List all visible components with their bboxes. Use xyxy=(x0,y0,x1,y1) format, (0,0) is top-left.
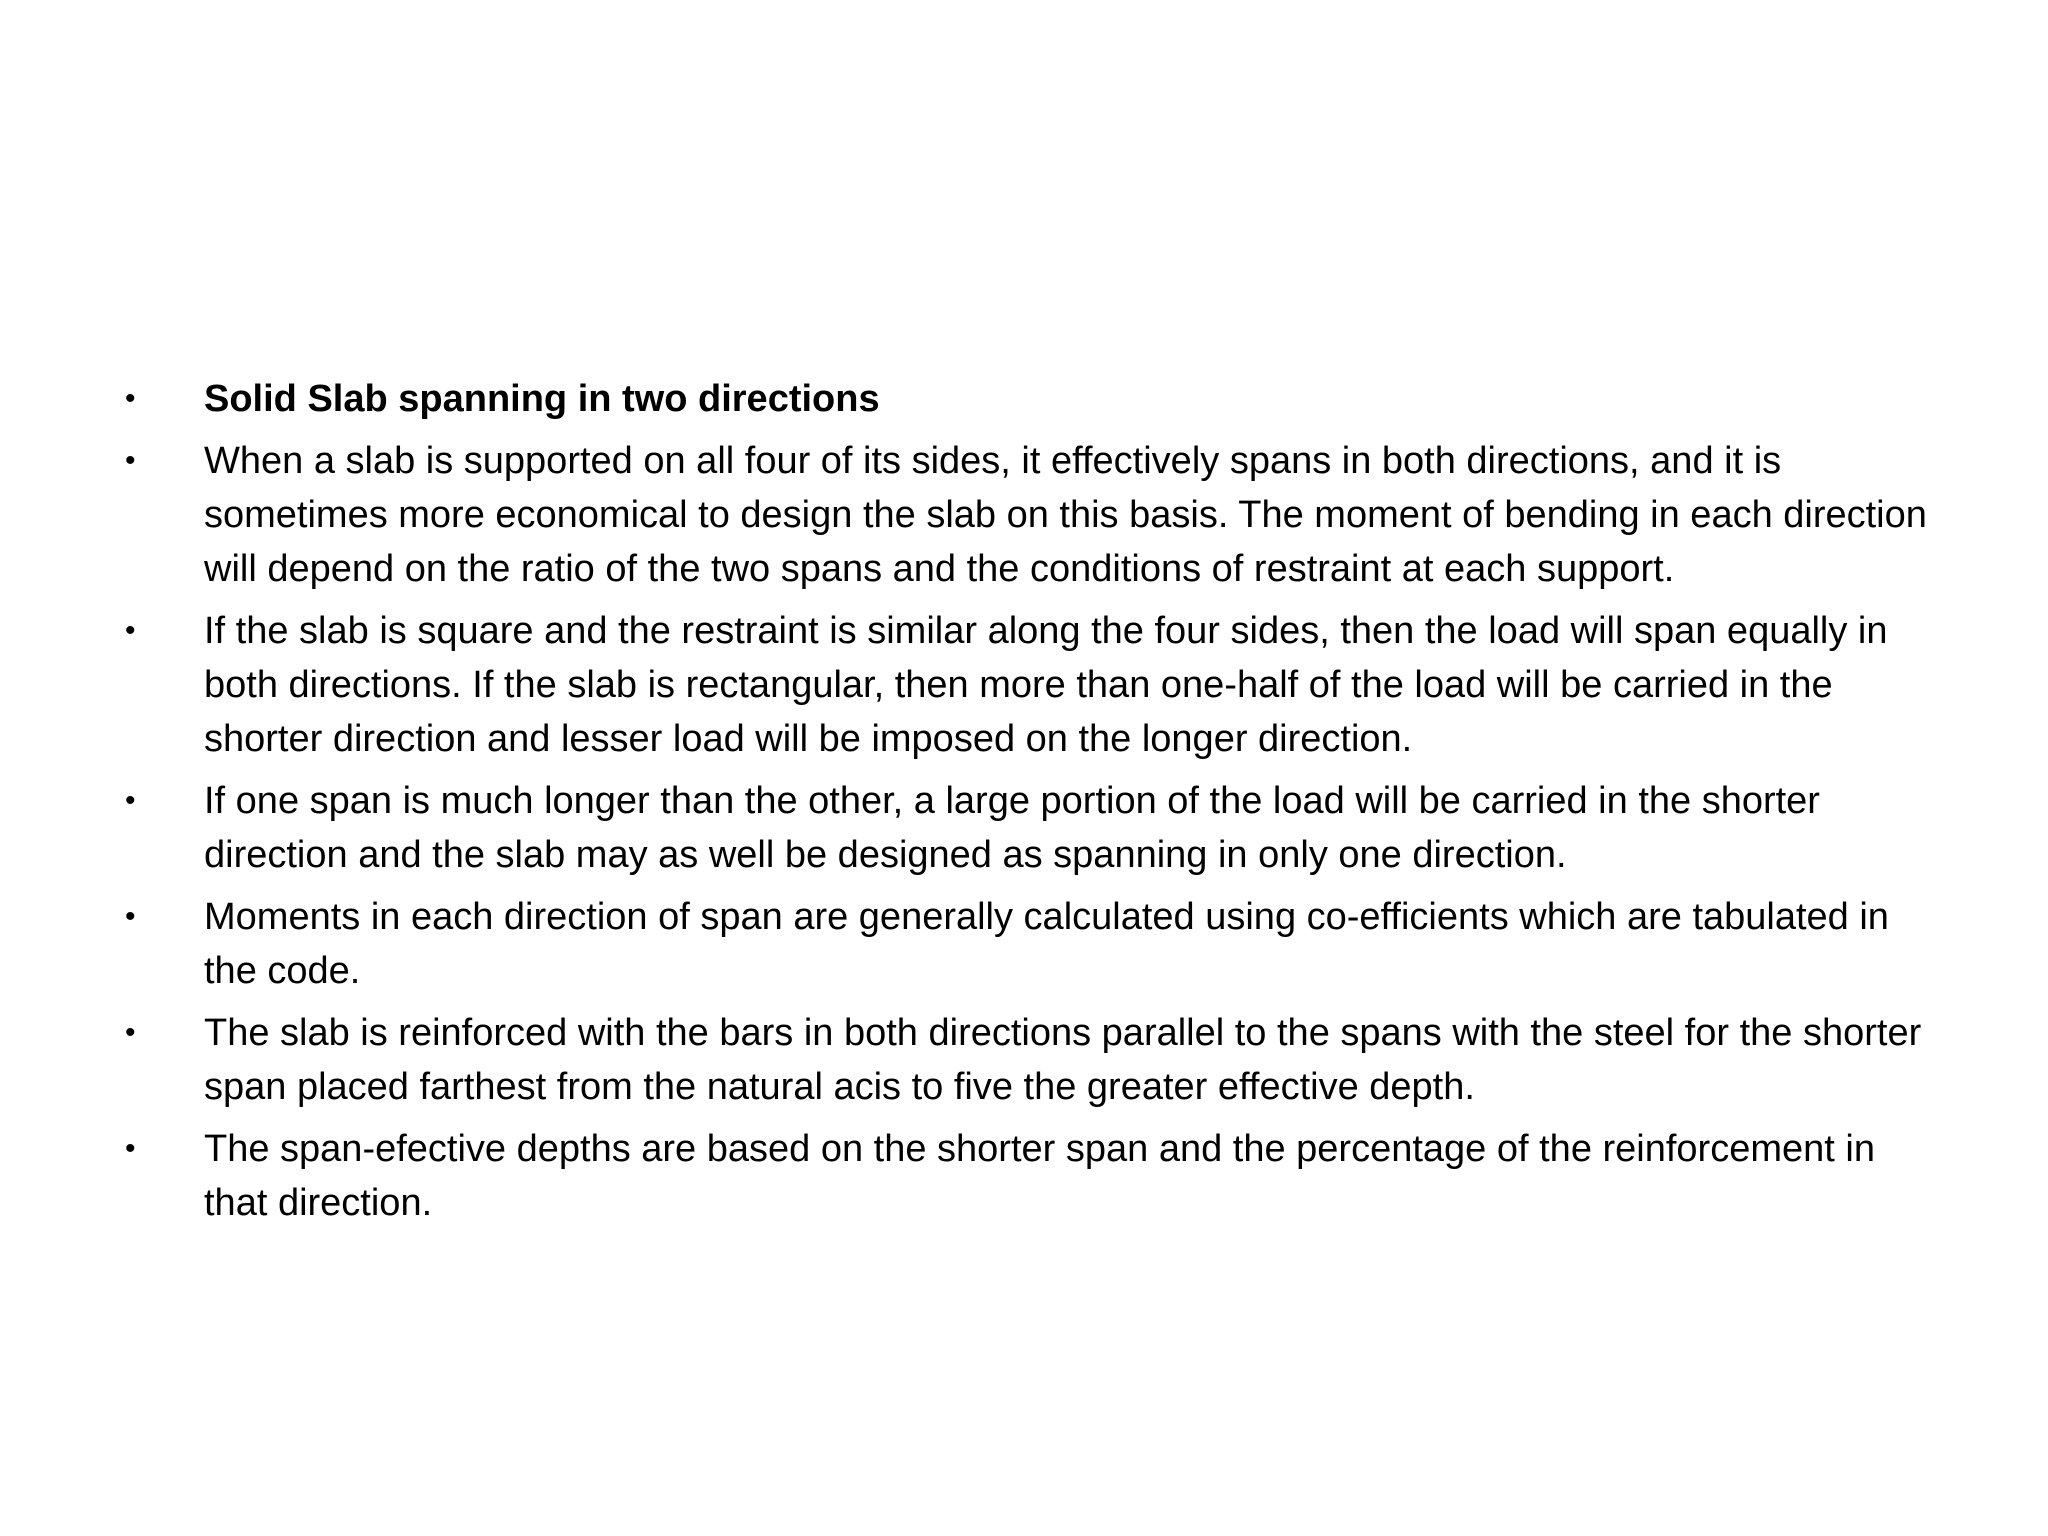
bullet-item xyxy=(118,890,1948,998)
bullet-icon: • xyxy=(125,614,136,647)
bullet-text: The span-efective depths are based on the shorter span and the percentage of the reinforcement in that direction. xyxy=(204,1128,1875,1224)
bullet-icon: • xyxy=(125,1132,136,1165)
bullet-text: If the slab is square and the restraint is similar along the four sides, then the load will span equally in both directions. If the slab is rectangular, then more than one-half of the load will be carried in the shorter direction and lesser load will be imposed on the longer direction. xyxy=(204,610,1888,760)
bullet-heading: Solid Slab spanning in two directions xyxy=(204,378,880,420)
bullet-text: If one span is much longer than the other, a large portion of the load will be carried in the shorter direction and the slab may as well be designed as spanning in only one direction. xyxy=(204,780,1820,876)
bullet-icon: • xyxy=(125,1016,136,1049)
bullet-list xyxy=(118,372,1948,1238)
bullet-icon: • xyxy=(125,900,136,933)
bullet-icon: • xyxy=(125,784,136,817)
bullet-text: The slab is reinforced with the bars in both directions parallel to the spans with the steel for the shorter span placed farthest from the natural acis to five the greater effective depth. xyxy=(204,1012,1922,1108)
bullet-item xyxy=(118,604,1948,766)
bullet-item xyxy=(118,774,1948,882)
bullet-text: Moments in each direction of span are generally calculated using co-efficients which are tabulated in the code. xyxy=(204,896,1889,992)
bullet-icon: • xyxy=(125,382,136,415)
bullet-item xyxy=(118,1006,1948,1114)
bullet-text: When a slab is supported on all four of its sides, it effectively spans in both directions, and it is sometimes more economical to design the slab on this basis. The moment of bending in each direction will depend on the ratio of the two spans and the conditions of restraint at each support. xyxy=(204,440,1927,590)
bullet-item xyxy=(118,1122,1948,1230)
bullet-item xyxy=(118,372,1948,426)
bullet-icon: • xyxy=(125,444,136,477)
bullet-item xyxy=(118,434,1948,596)
